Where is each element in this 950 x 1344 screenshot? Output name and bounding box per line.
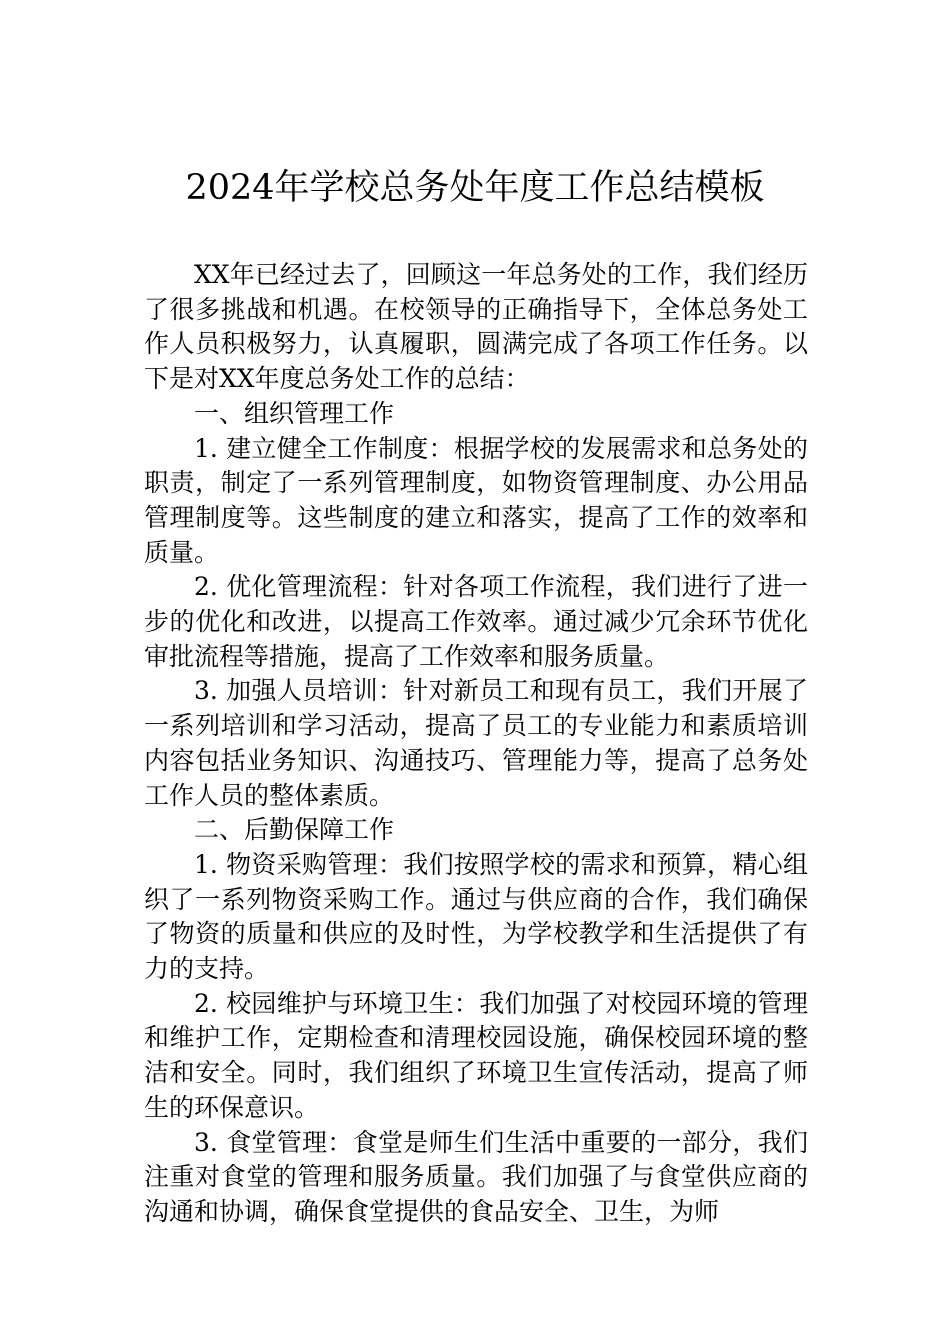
intro-paragraph: XX年已经过去了，回顾这一年总务处的工作，我们经历了很多挑战和机遇。在校领导的正确指导下，全体总务处工作人员积极努力，认真履职，圆满完成了各项工作任务。以下是对XX年度总务处工作的总结： <box>144 260 808 394</box>
paragraph-canteen: 3. 食堂管理：食堂是师生们生活中重要的一部分，我们注重对食堂的管理和服务质量。我们加强了与食堂供应商的沟通和协调，确保食堂提供的食品安全、卫生，为师 <box>144 1127 808 1226</box>
paragraph-process-optimization: 2. 优化管理流程：针对各项工作流程，我们进行了进一步的优化和改进，以提高工作效率。通过减少冗余环节优化审批流程等措施，提高了工作效率和服务质量。 <box>144 572 808 671</box>
section-heading-logistics: 二、后勤保障工作 <box>194 815 395 845</box>
paragraph-procurement: 1. 物资采购管理：我们按照学校的需求和预算，精心组织了一系列物资采购工作。通过与供应商的合作，我们确保了物资的质量和供应的及时性，为学校教学和生活提供了有力的支持。 <box>144 849 808 984</box>
paragraph-work-system: 1. 建立健全工作制度：根据学校的发展需求和总务处的职责，制定了一系列管理制度，如物资管理制度、办公用品管理制度等。这些制度的建立和落实，提高了工作的效率和质量。 <box>144 433 808 567</box>
document-body <box>144 258 808 1230</box>
section-heading-organization: 一、组织管理工作 <box>194 398 395 428</box>
paragraph-staff-training: 3. 加强人员培训：针对新员工和现有员工，我们开展了一系列培训和学习活动，提高了员工的专业能力和素质培训内容包括业务知识、沟通技巧、管理能力等，提高了总务处工作人员的整体素质。 <box>144 676 808 810</box>
paragraph-campus-maintenance: 2. 校园维护与环境卫生：我们加强了对校园环境的管理和维护工作，定期检查和清理校园设施，确保校园环境的整洁和安全。同时，我们组织了环境卫生宣传活动，提高了师生的环保意识。 <box>144 988 808 1122</box>
document-title: 2024年学校总务处年度工作总结模板 <box>185 168 765 208</box>
